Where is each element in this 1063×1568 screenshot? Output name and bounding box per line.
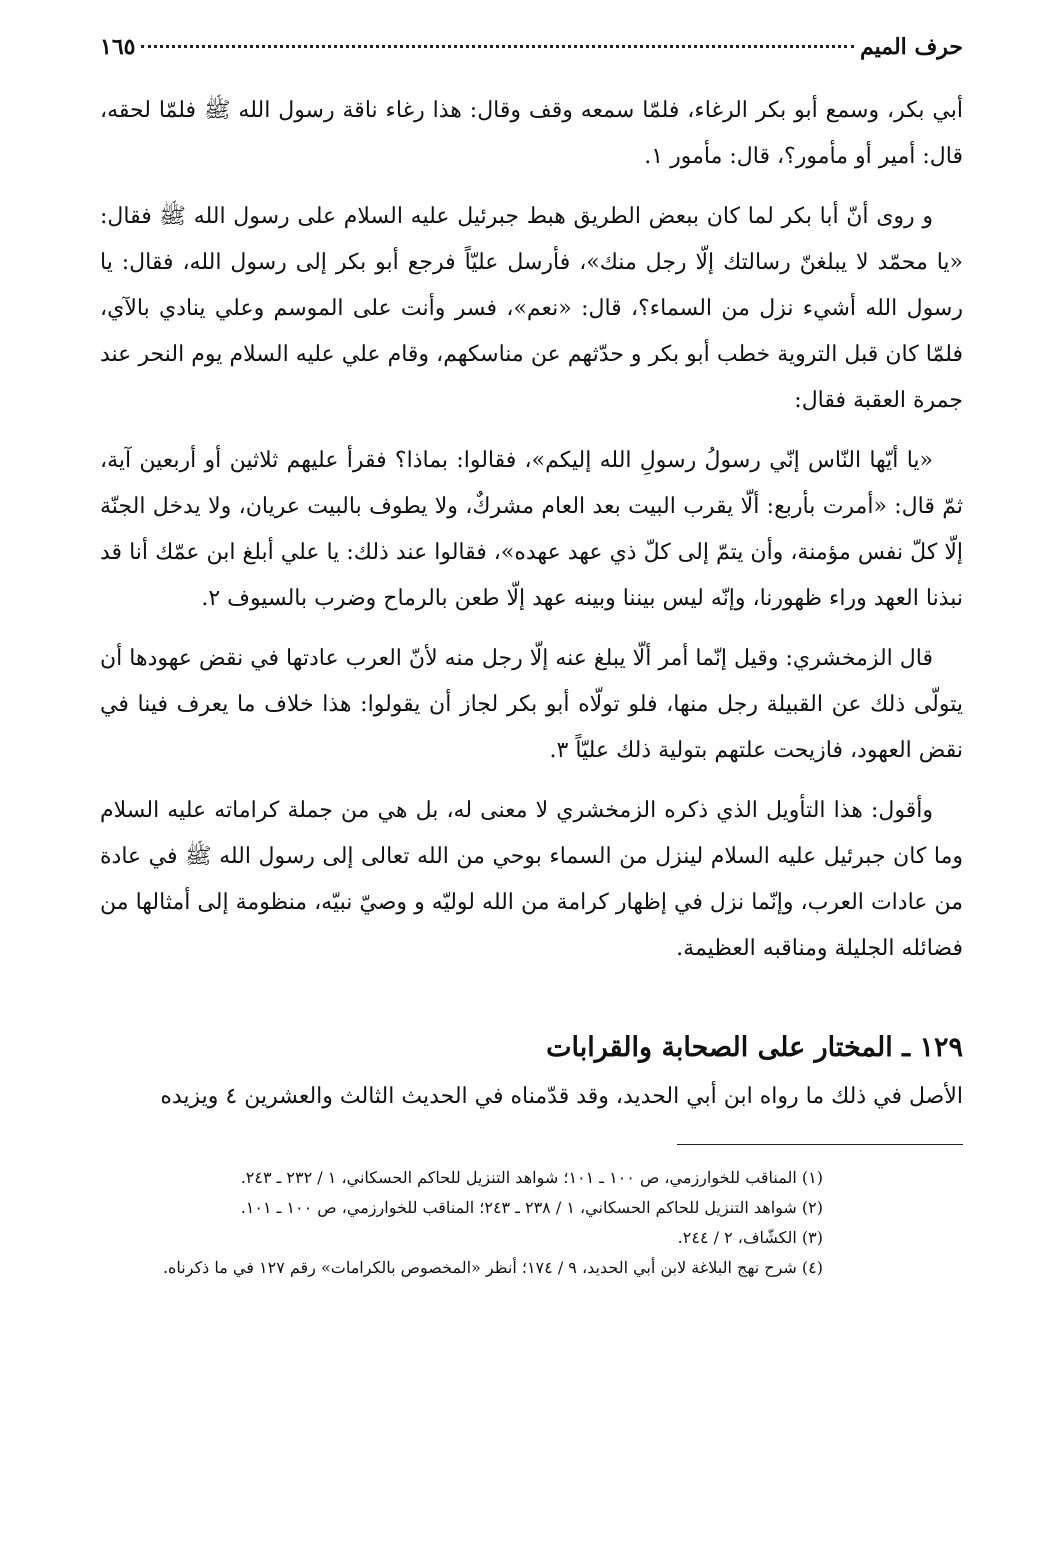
paragraph-4: قال الزمخشري: وقيل إنّما أمر ألّا يبلغ عنه إلّا رجل منه لأنّ العرب عادتها في نقض عهودها أن يتولّى ذلك عن القبيلة رجل منها، فلو تولّاه أبو بكر لجاز أن يقولوا: هذا خلاف ما يعرف فينا في نقض العهود، فازيحت علتهم بتولية ذلك عليّاً ٣. xyxy=(100,646,963,763)
footnote-separator xyxy=(677,1144,963,1145)
page-number: ١٦٥ xyxy=(100,34,136,60)
footnote-4: (٤) شرح نهج البلاغة لابن أبي الحديد، ٩ / ١٧٤؛ أنظر «المخصوص بالكرامات» رقم ١٢٧ في ما ذكرناه. xyxy=(162,1258,823,1277)
running-header xyxy=(100,34,963,74)
main-text xyxy=(100,88,963,972)
section-first-line: الأصل في ذلك ما رواه ابن أبي الحديد، وقد قدّمناه في الحديث الثالث والعشرين ٤ ويزيده xyxy=(160,1084,963,1109)
section-heading: ١٢٩ ـ المختار على الصحابة والقرابات xyxy=(546,1032,963,1063)
footnotes xyxy=(100,1163,963,1283)
footnote-1: (١) المناقب للخوارزمي، ص ١٠٠ ـ ١٠١؛ شواهد التنزيل للحاكم الحسكاني، ١ / ٢٣٢ ـ ٢٤٣. xyxy=(240,1168,823,1187)
paragraph-2: و روى أنّ أبا بكر لما كان ببعض الطريق هبط جبرئيل عليه السلام على رسول الله ﷺ فقال: «يا محمّد لا يبلغنّ رسالتك إلّا رجل منك»، فأرسل عليّاً فرجع أبو بكر إلى رسول الله، فقال: يا رسول الله أشيء نزل من السماء؟، قال: «نعم»، فسر وأنت على الموسم وعلي ينادي بالآي، فلمّا كان قبل التروية خطب أبو بكر و حدّثهم عن مناسكهم، وقام علي عليه السلام يوم النحر عند جمرة العقبة فقال: xyxy=(100,204,963,413)
book-page xyxy=(100,34,963,1568)
footnote-2: (٢) شواهد التنزيل للحاكم الحسكاني، ١ / ٢٣٨ ـ ٢٤٣؛ المناقب للخوارزمي، ص ١٠٠ ـ ١٠١. xyxy=(240,1198,823,1217)
footnote-3: (٣) الكشّاف، ٢ / ٢٤٤. xyxy=(677,1228,823,1247)
paragraph-5: وأقول: هذا التأويل الذي ذكره الزمخشري لا معنى له، بل هي من جملة كراماته عليه السلام وما كان جبرئيل عليه السلام لينزل من السماء بوحي من الله تعالى إلى رسول الله ﷺ في عادة من عادات العرب، وإنّما نزل في إظهار كرامة من الله لوليّه و وصيّ نبيّه، منظومة إلى أمثالها من فضائله الجليلة ومناقبه العظيمة. xyxy=(100,798,963,961)
paragraph-1: أبي بكر، وسمع أبو بكر الرغاء، فلمّا سمعه وقف وقال: هذا رغاء ناقة رسول الله ﷺ فلمّا لحقه، قال: أمير أو مأمور؟، قال: مأمور ١. xyxy=(100,98,963,169)
paragraph-3: «يا أيّها النّاس إنّي رسولُ رسولِ الله إليكم»، فقالوا: بماذا؟ فقرأ عليهم ثلاثين أو أربعين آية، ثمّ قال: «أمرت بأربع: ألّا يقرب البيت بعد العام مشركٌ، ولا يطوف بالبيت عريان، ولا يدخل الجنّة إلّا كلّ نفس مؤمنة، وأن يتمّ إلى كلّ ذي عهد عهده»، فقالوا عند ذلك: يا علي أبلغ ابن عمّك أنا قد نبذنا العهد وراء ظهورنا، وإنّه ليس بيننا وبينه عهد إلّا طعن بالرماح وضرب بالسيوف ٢. xyxy=(100,448,963,611)
chapter-title: حرف الميم xyxy=(859,34,963,60)
header-dot-leader xyxy=(141,45,854,48)
